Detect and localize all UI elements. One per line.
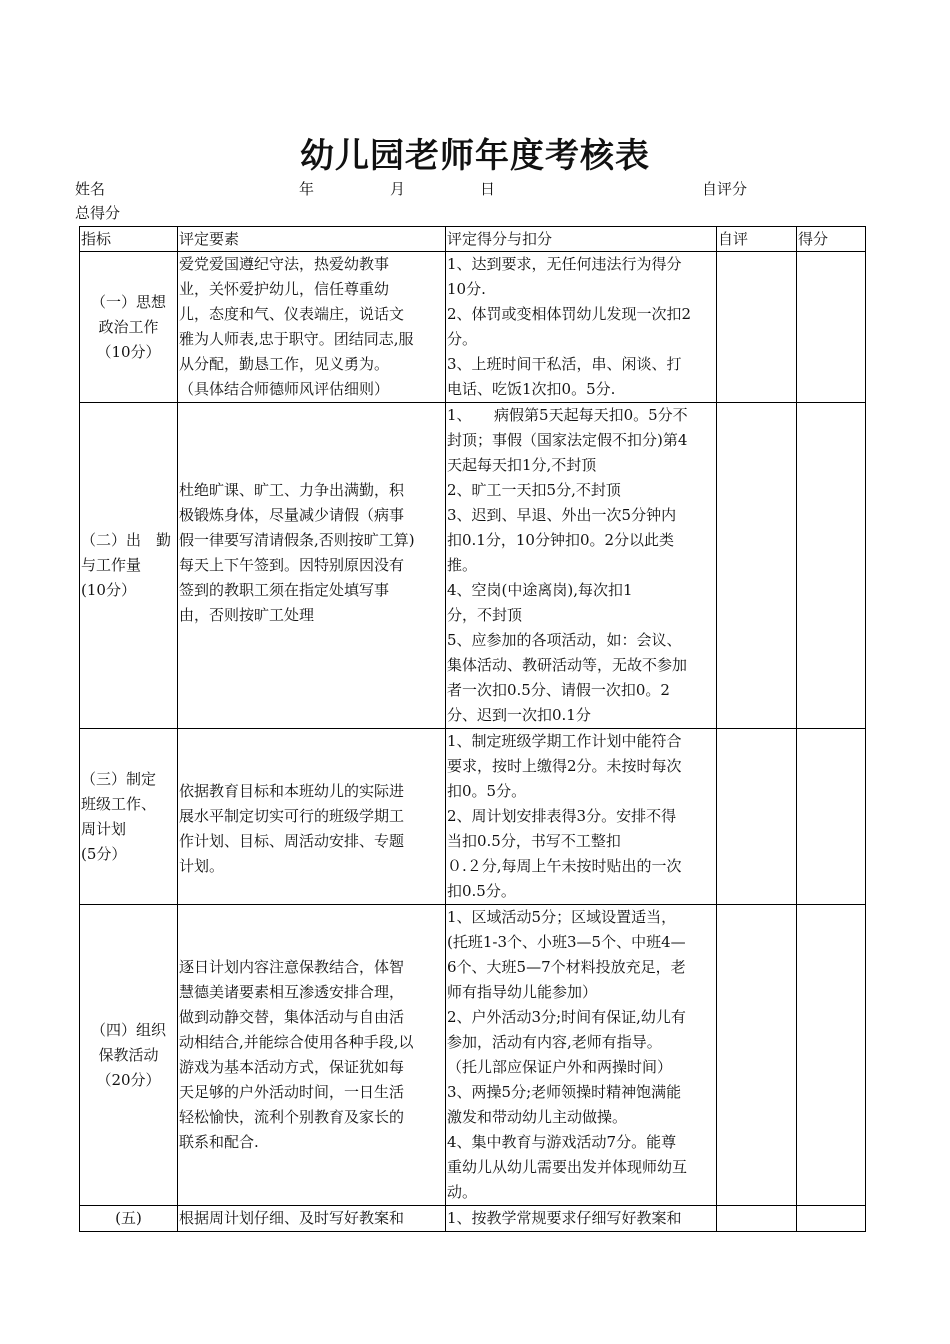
elements-line: 动相结合,并能综合使用各种手段,以 — [179, 1033, 414, 1051]
elements-line: 从分配，勤恳工作，见义勇为。 — [179, 355, 390, 373]
score-cell[interactable] — [797, 403, 866, 729]
indicator-line: （二）出 勤 — [81, 531, 172, 549]
elements-line: 杜绝旷课、旷工、力争出满勤，积 — [179, 481, 405, 499]
scoring-line: 扣0.5分。 — [447, 882, 516, 900]
indicator-cell — [80, 729, 178, 905]
scoring-line: 2、体罚或变相体罚幼儿发现一次扣2 — [447, 305, 692, 323]
score-cell[interactable] — [797, 252, 866, 403]
elements-line: 天足够的户外活动时间，一日生活 — [179, 1083, 405, 1101]
indicator-line: （10分） — [96, 342, 161, 361]
scoring-line: 扣0。5分。 — [447, 782, 527, 800]
elements-line: 计划。 — [179, 857, 225, 875]
elements-line: （具体结合师德师风评估细则） — [179, 380, 390, 398]
elements-line: 逐日计划内容注意保教结合，体智 — [179, 958, 405, 976]
evaluation-table — [79, 226, 866, 1232]
elements-line: 根据周计划仔细、及时写好教案和 — [179, 1209, 405, 1227]
elements-cell — [178, 252, 446, 403]
scoring-line: 1、按教学常规要求仔细写好教案和 — [447, 1209, 682, 1227]
elements-line: 展水平制定切实可行的班级学期工 — [179, 807, 405, 825]
scoring-line: 封顶；事假（国家法定假不扣分)第4 — [447, 431, 688, 449]
self-score-label: 自评分 — [702, 180, 748, 198]
indicator-line: （四）组织 — [90, 1020, 166, 1039]
indicator-line: 与工作量 — [81, 556, 142, 574]
column-header: 评定要素 — [178, 227, 446, 252]
indicator-cell — [80, 252, 178, 403]
indicator-line: 政治工作 — [98, 317, 159, 336]
elements-line: 慧德美诸要素相互渗透安排合理， — [179, 983, 405, 1001]
indicator-line: (五) — [115, 1209, 142, 1227]
scoring-line: 2、周计划安排表得3分。安排不得 — [447, 807, 677, 825]
scoring-line: 2、户外活动3分;时间有保证,幼儿有 — [447, 1008, 686, 1026]
elements-line: 极锻炼身体，尽量减少请假（病事 — [179, 506, 405, 524]
table-header-row — [80, 227, 866, 252]
scoring-line: 3、迟到、早退、外出一次5分钟内 — [447, 506, 677, 524]
score-cell[interactable] — [797, 729, 866, 905]
elements-line: 每天上下午签到。因特别原因没有 — [179, 556, 405, 574]
scoring-line: 者一次扣0.5分、请假一次扣0。2 — [447, 681, 670, 699]
indicator-cell — [80, 403, 178, 729]
score-cell[interactable] — [797, 1206, 866, 1232]
column-header: 指标 — [80, 227, 178, 252]
indicator-line: （20分） — [96, 1070, 161, 1089]
elements-cell — [178, 905, 446, 1206]
scoring-line: 天起每天扣1分,不封顶 — [447, 456, 597, 474]
scoring-line: 推。 — [447, 556, 478, 574]
scoring-line: 激发和带动幼儿主动做操。 — [447, 1108, 628, 1126]
scoring-line: 1、制定班级学期工作计划中能符合 — [447, 732, 682, 750]
indicator-line: (5分） — [81, 844, 127, 863]
elements-line: 签到的教职工须在指定处填写事 — [179, 581, 390, 599]
table-row — [80, 252, 866, 403]
scoring-line: 10分. — [447, 280, 486, 298]
indicator-line: 保教活动 — [98, 1045, 159, 1064]
page-title: 幼儿园老师年度考核表 — [300, 136, 650, 176]
indicator-line: 班级工作、 — [81, 794, 157, 813]
elements-line: 游戏为基本活动方式，保证犹如每 — [179, 1058, 405, 1076]
scoring-line: 3、上班时间干私活，串、闲谈、打 — [447, 355, 682, 373]
elements-line: 儿，态度和气、仪表端庄，说话文 — [179, 305, 405, 323]
scoring-line: 分、迟到一次扣0.1分 — [447, 706, 591, 724]
self-eval-cell[interactable] — [717, 729, 797, 905]
scoring-line: 3、两操5分;老师领操时精神饱满能 — [447, 1083, 682, 1101]
scoring-line: 1、区域活动5分；区域设置适当， — [447, 908, 677, 926]
scoring-line: 重幼儿从幼儿需要出发并体现师幼互 — [447, 1158, 688, 1176]
table-row — [80, 1206, 866, 1232]
elements-line: 依据教育目标和本班幼儿的实际进 — [179, 782, 405, 800]
scoring-cell — [446, 403, 717, 729]
indicator-line: （三）制定 — [81, 769, 157, 788]
self-eval-cell[interactable] — [717, 403, 797, 729]
scoring-line: 6个、大班5—7个材料投放充足，老 — [447, 958, 686, 976]
scoring-line: (托班1-3个、小班3—5个、中班4— — [447, 933, 686, 951]
scoring-line: 集体活动、教研活动等，无故不参加 — [447, 656, 688, 674]
scoring-cell — [446, 729, 717, 905]
scoring-cell — [446, 252, 717, 403]
indicator-line: (10分） — [81, 581, 136, 599]
scoring-line: ０.２分,每周上午未按时贴出的一次 — [447, 857, 682, 875]
scoring-line: 1、达到要求，无任何违法行为得分 — [447, 255, 682, 273]
elements-line: 作计划、目标、周活动安排、专题 — [179, 832, 405, 850]
scoring-line: 2、旷工一天扣5分,不封顶 — [447, 481, 621, 499]
column-header: 自评 — [717, 227, 797, 252]
indicator-line: （一）思想 — [90, 292, 166, 311]
indicator-line: 周计划 — [81, 819, 127, 838]
scoring-line: 分。 — [447, 330, 478, 348]
scoring-line: （托儿部应保证户外和两操时间） — [447, 1058, 673, 1076]
scoring-line: 参加，活动有内容,老师有指导。 — [447, 1033, 662, 1051]
table-row — [80, 403, 866, 729]
scoring-cell — [446, 905, 717, 1206]
scoring-line: 要求，按时上缴得2分。未按时每次 — [447, 757, 682, 775]
indicator-cell — [80, 905, 178, 1206]
self-eval-cell[interactable] — [717, 252, 797, 403]
elements-cell — [178, 1206, 446, 1232]
elements-line: 做到动静交替，集体活动与自由活 — [179, 1008, 405, 1026]
elements-line: 业，关怀爱护幼儿，信任尊重幼 — [179, 280, 390, 298]
scoring-line: 5、应参加的各项活动，如：会议、 — [447, 631, 682, 649]
elements-line: 联系和配合. — [179, 1133, 259, 1151]
table-row — [80, 905, 866, 1206]
elements-line: 轻松愉快，流利个别教育及家长的 — [179, 1108, 405, 1126]
indicator-cell — [80, 1206, 178, 1232]
elements-line: 雅为人师表,忠于职守。团结同志,服 — [179, 330, 414, 348]
total-score-label: 总得分 — [75, 204, 121, 222]
scoring-line: 师有指导幼儿能参加） — [447, 983, 598, 1001]
scoring-line: 当扣0.5分，书写不工整扣 — [447, 832, 621, 850]
column-header: 得分 — [797, 227, 866, 252]
scoring-line: 4、空岗(中途离岗),每次扣1 — [447, 581, 633, 599]
day-label: 日 — [480, 180, 496, 198]
self-eval-cell[interactable] — [717, 905, 797, 1206]
elements-cell — [178, 729, 446, 905]
scoring-line: 分，不封顶 — [447, 606, 523, 624]
name-label: 姓名 — [75, 180, 106, 198]
table-row — [80, 729, 866, 905]
scoring-cell — [446, 1206, 717, 1232]
year-label: 年 — [299, 180, 315, 198]
scoring-line: 扣0.1分，10分钟扣0。2分以此类 — [447, 531, 675, 549]
elements-line: 爱党爱国遵纪守法，热爱幼教事 — [179, 255, 390, 273]
elements-cell — [178, 403, 446, 729]
score-cell[interactable] — [797, 905, 866, 1206]
elements-line: 假一律要写清请假条,否则按旷工算) — [179, 531, 415, 549]
month-label: 月 — [390, 180, 406, 198]
self-eval-cell[interactable] — [717, 1206, 797, 1232]
scoring-line: 电话、吃饭1次扣0。5分. — [447, 380, 616, 398]
scoring-line: 动。 — [447, 1183, 478, 1201]
column-header: 评定得分与扣分 — [446, 227, 717, 252]
scoring-line: 4、集中教育与游戏活动7分。能尊 — [447, 1133, 677, 1151]
scoring-line: 1、 病假第5天起每天扣0。5分不 — [447, 406, 688, 424]
elements-line: 由，否则按旷工处理 — [179, 606, 315, 624]
